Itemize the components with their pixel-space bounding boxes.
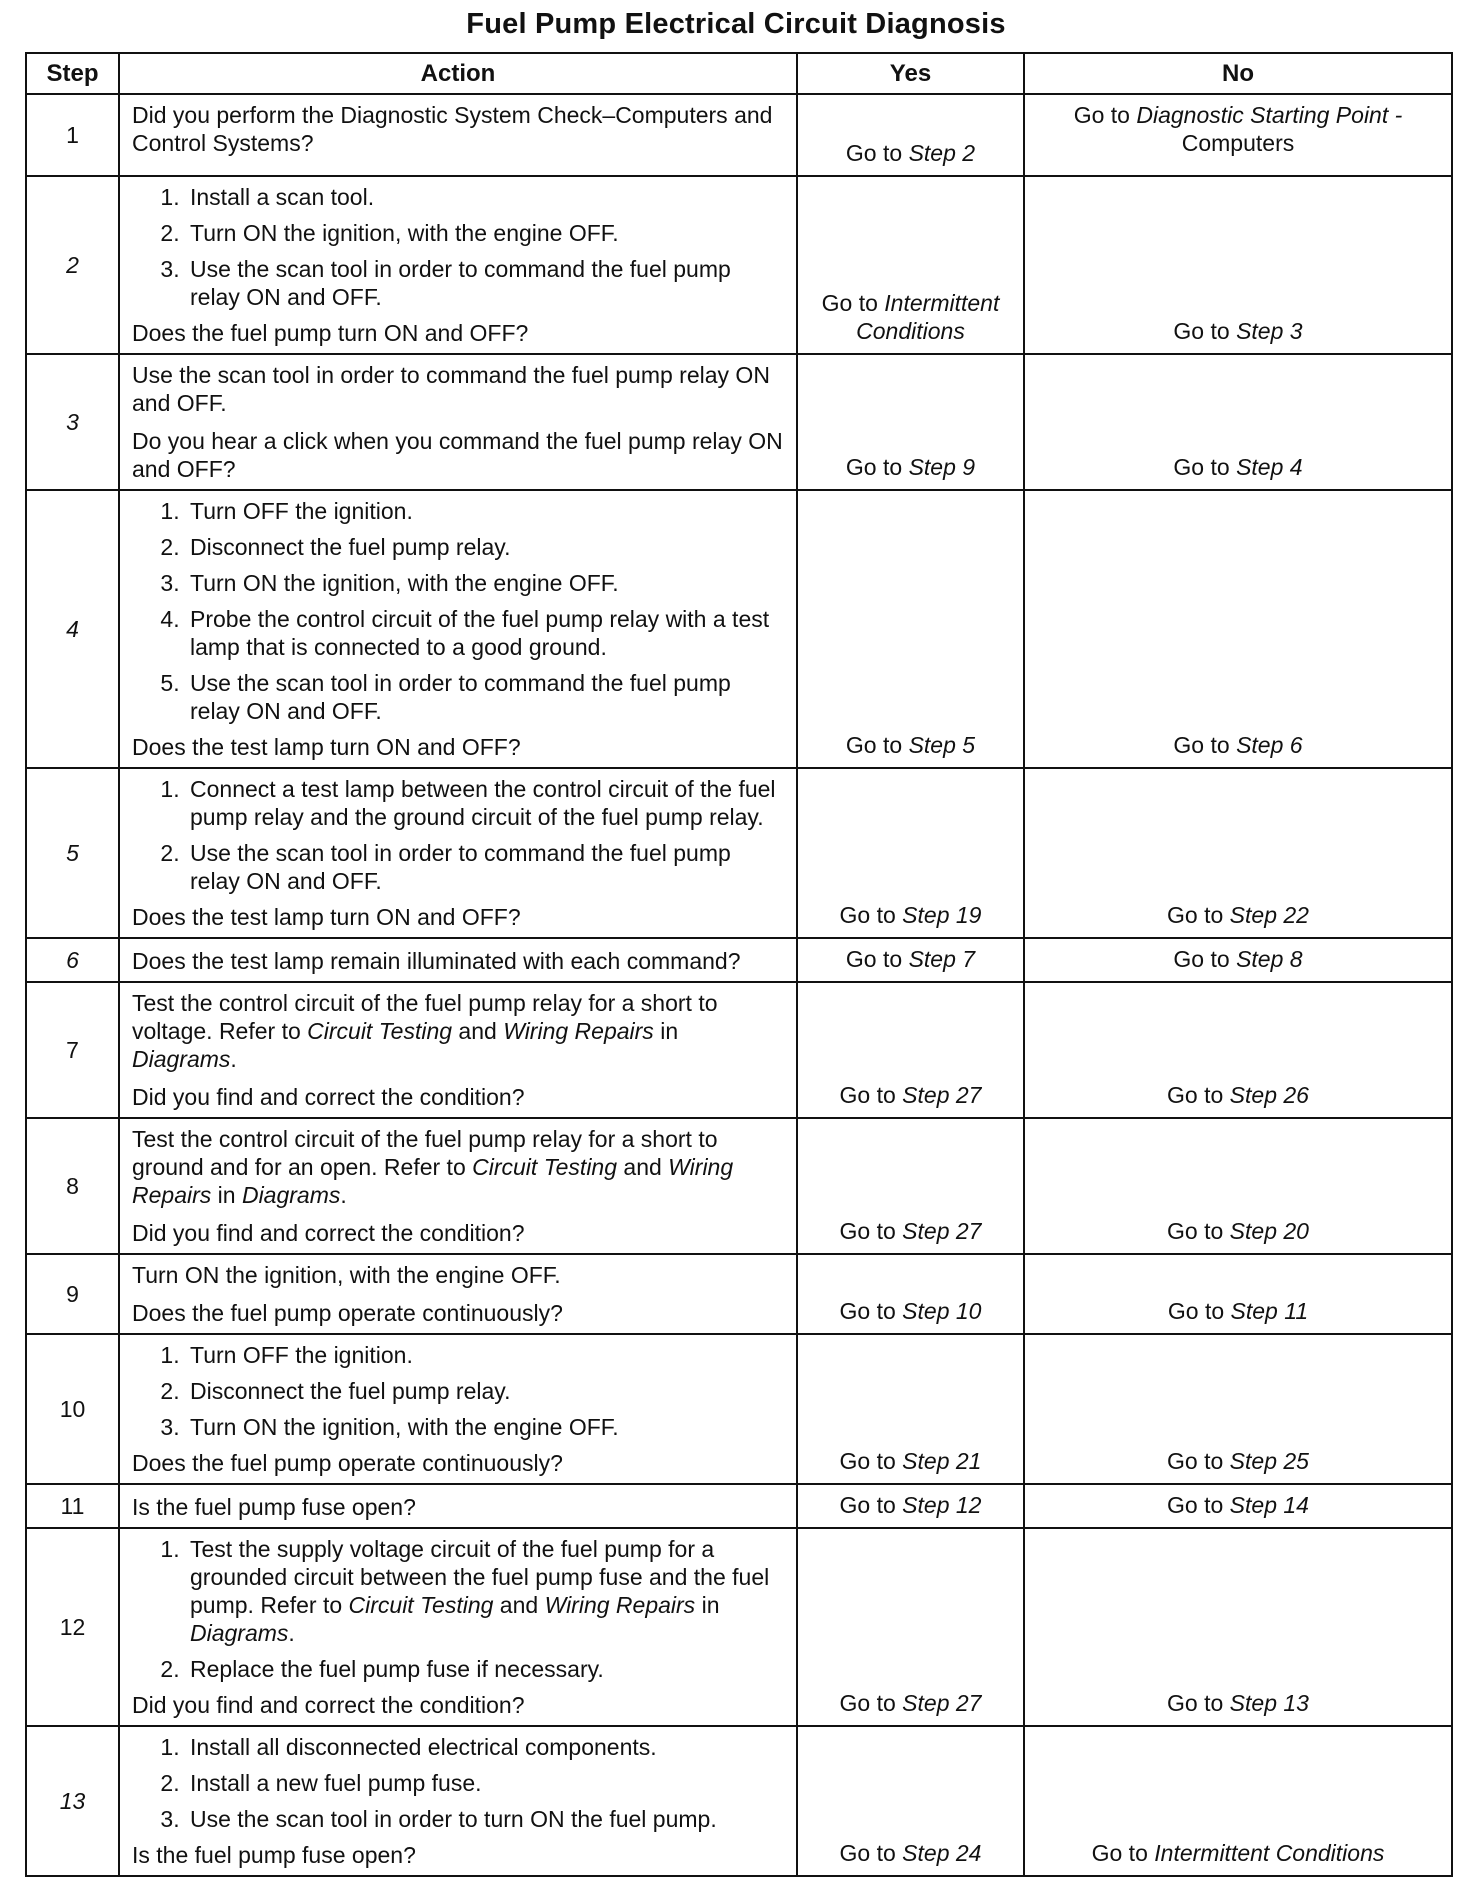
yes-prefix: Go to — [839, 1082, 903, 1108]
procedure-step: 2. Replace the fuel pump fuse if necessary. — [186, 1655, 784, 1683]
procedure-step: 1. Connect a test lamp between the control circuit of the fuel pump relay and the ground circuit of the fuel pump relay. — [186, 775, 784, 831]
no-prefix: Go to — [1167, 1690, 1230, 1716]
action-cell — [119, 1118, 797, 1254]
step-number: 10 — [26, 1334, 119, 1484]
step-number: 6 — [26, 938, 119, 982]
action-question: Did you find and correct the condition? — [132, 1692, 525, 1718]
no-step-link[interactable]: Step 4 — [1236, 454, 1303, 480]
procedure-step: 3. Turn ON the ignition, with the engine OFF. — [186, 1413, 784, 1441]
no-prefix: Go to — [1173, 318, 1237, 344]
step-number: 7 — [26, 982, 119, 1118]
doc-reference: Wiring Repairs — [132, 1154, 734, 1208]
action-cell — [119, 354, 797, 490]
yes-result — [797, 938, 1024, 982]
table-row — [26, 1254, 1452, 1334]
action-cell — [119, 1254, 797, 1334]
yes-step-link[interactable]: Step 24 — [902, 1840, 982, 1866]
yes-prefix: Go to — [821, 290, 885, 316]
action-question: Did you find and correct the condition? — [132, 1220, 525, 1246]
no-result — [1024, 938, 1452, 982]
no-result — [1024, 1118, 1452, 1254]
yes-prefix: Go to — [845, 946, 909, 972]
step-number: 12 — [26, 1528, 119, 1726]
yes-prefix: Go to — [845, 732, 909, 758]
action-cell — [119, 982, 797, 1118]
header-action: Action — [119, 53, 797, 94]
yes-result — [797, 1528, 1024, 1726]
no-step-link[interactable]: Step 20 — [1229, 1218, 1309, 1244]
table-row — [26, 354, 1452, 490]
yes-step-link[interactable]: Step 7 — [908, 946, 976, 972]
step-number: 8 — [26, 1118, 119, 1254]
procedure-list — [132, 1535, 784, 1683]
doc-reference: Diagrams — [241, 1182, 341, 1208]
table-row — [26, 938, 1452, 982]
procedure-step: 3. Use the scan tool in order to command the fuel pump relay ON and OFF. — [186, 255, 784, 311]
no-step-link[interactable]: Step 25 — [1229, 1448, 1309, 1474]
yes-prefix: Go to — [839, 1492, 903, 1518]
no-result — [1024, 1484, 1452, 1528]
action-cell — [119, 1334, 797, 1484]
table-row — [26, 1726, 1452, 1876]
action-instruction: Use the scan tool in order to command the fuel pump relay ON and OFF. — [132, 362, 770, 416]
no-prefix: Go to — [1173, 732, 1237, 758]
procedure-list — [132, 497, 784, 725]
yes-result — [797, 1484, 1024, 1528]
table-row — [26, 1484, 1452, 1528]
no-prefix: Go to — [1073, 102, 1137, 128]
table-row — [26, 1334, 1452, 1484]
step-number: 11 — [26, 1484, 119, 1528]
no-step-link[interactable]: Step 14 — [1229, 1492, 1309, 1518]
header-yes: Yes — [797, 53, 1024, 94]
no-result — [1024, 1726, 1452, 1876]
yes-step-link[interactable]: Intermittent Conditions — [856, 290, 1000, 344]
header-no: No — [1024, 53, 1452, 94]
action-cell — [119, 1528, 797, 1726]
header-row — [26, 53, 1452, 94]
no-result — [1024, 982, 1452, 1118]
action-instruction: Test the control circuit of the fuel pump relay for a short to ground and for an open. Refer to Circuit Testing and Wiring Repairs in Diagrams. — [132, 1126, 734, 1208]
procedure-step: 4. Probe the control circuit of the fuel pump relay with a test lamp that is connected to a good ground. — [186, 605, 784, 661]
procedure-step: 1. Install all disconnected electrical components. — [186, 1733, 784, 1761]
no-result — [1024, 490, 1452, 768]
no-step-link[interactable]: Step 26 — [1229, 1082, 1309, 1108]
yes-prefix: Go to — [839, 1840, 903, 1866]
action-question: Does the fuel pump turn ON and OFF? — [132, 320, 529, 346]
procedure-step: 2. Use the scan tool in order to command the fuel pump relay ON and OFF. — [186, 839, 784, 895]
action-question: Do you hear a click when you command the fuel pump relay ON and OFF? — [132, 428, 783, 482]
yes-step-link[interactable]: Step 27 — [902, 1690, 982, 1716]
yes-step-link[interactable]: Step 12 — [902, 1492, 982, 1518]
doc-reference: Diagrams — [190, 1620, 289, 1646]
table-row — [26, 982, 1452, 1118]
no-step-link[interactable]: Intermittent Conditions — [1154, 1840, 1385, 1866]
step-number: 5 — [26, 768, 119, 938]
no-step-link[interactable]: Step 8 — [1236, 946, 1303, 972]
no-prefix: Go to — [1173, 946, 1237, 972]
procedure-step: 2. Install a new fuel pump fuse. — [186, 1769, 784, 1797]
action-cell — [119, 1484, 797, 1528]
action-instruction: Test the control circuit of the fuel pump relay for a short to voltage. Refer to Circuit Testing and Wiring Repairs in Diagrams. — [132, 990, 718, 1072]
yes-result — [797, 768, 1024, 938]
no-prefix: Go to — [1167, 902, 1230, 928]
procedure-step: 3. Turn ON the ignition, with the engine OFF. — [186, 569, 784, 597]
no-prefix: Go to — [1167, 1082, 1230, 1108]
no-result — [1024, 176, 1452, 354]
table-row — [26, 490, 1452, 768]
doc-reference: Circuit Testing — [307, 1018, 453, 1044]
no-prefix: Go to — [1173, 454, 1237, 480]
action-cell — [119, 490, 797, 768]
procedure-list — [132, 775, 784, 895]
procedure-step: 1. Test the supply voltage circuit of the fuel pump for a grounded circuit between the fuel pump fuse and the fuel pump. Refer to Circuit Testing and Wiring Repairs in Diagrams. — [186, 1535, 784, 1647]
no-result — [1024, 1254, 1452, 1334]
yes-step-link[interactable]: Step 10 — [902, 1298, 982, 1324]
yes-prefix: Go to — [839, 1690, 903, 1716]
action-cell — [119, 94, 797, 176]
header-step: Step — [26, 53, 119, 94]
yes-result — [797, 982, 1024, 1118]
table-row — [26, 1528, 1452, 1726]
step-number: 2 — [26, 176, 119, 354]
doc-reference: Circuit Testing — [472, 1154, 618, 1180]
yes-result — [797, 354, 1024, 490]
procedure-list — [132, 1733, 784, 1833]
procedure-step: 1. Turn OFF the ignition. — [186, 1341, 784, 1369]
procedure-step: 1. Install a scan tool. — [186, 183, 784, 211]
action-cell — [119, 1726, 797, 1876]
yes-result — [797, 1118, 1024, 1254]
yes-prefix: Go to — [845, 454, 909, 480]
no-result — [1024, 1334, 1452, 1484]
yes-prefix: Go to — [845, 140, 909, 166]
yes-result — [797, 1726, 1024, 1876]
yes-step-link[interactable]: Step 27 — [902, 1082, 982, 1108]
yes-prefix: Go to — [839, 1218, 903, 1244]
no-step-link[interactable]: Step 11 — [1230, 1298, 1309, 1324]
procedure-step: 2. Turn ON the ignition, with the engine OFF. — [186, 219, 784, 247]
action-cell — [119, 938, 797, 982]
procedure-list — [132, 1341, 784, 1441]
no-step-link[interactable]: Step 6 — [1236, 732, 1303, 758]
action-cell — [119, 768, 797, 938]
action-question: Does the test lamp turn ON and OFF? — [132, 734, 521, 760]
yes-step-link[interactable]: Step 5 — [908, 732, 976, 758]
doc-reference: Wiring Repairs — [544, 1592, 696, 1618]
yes-result — [797, 1334, 1024, 1484]
yes-step-link[interactable]: Step 27 — [902, 1218, 982, 1244]
no-suffix: Computers — [1181, 130, 1295, 156]
doc-reference: Wiring Repairs — [503, 1018, 654, 1044]
no-step-link[interactable]: Diagnostic Starting Point - — [1136, 102, 1403, 128]
procedure-step: 1. Turn OFF the ignition. — [186, 497, 784, 525]
no-result — [1024, 354, 1452, 490]
yes-result — [797, 94, 1024, 176]
step-number: 1 — [26, 94, 119, 176]
step-number: 13 — [26, 1726, 119, 1876]
page-title: Fuel Pump Electrical Circuit Diagnosis — [466, 8, 1006, 40]
no-step-link[interactable]: Step 22 — [1229, 902, 1309, 928]
action-question: Does the test lamp remain illuminated with each command? — [132, 948, 741, 974]
procedure-step: 2. Disconnect the fuel pump relay. — [186, 1377, 784, 1405]
yes-result — [797, 490, 1024, 768]
procedure-step: 3. Use the scan tool in order to turn ON the fuel pump. — [186, 1805, 784, 1833]
step-number: 4 — [26, 490, 119, 768]
step-number: 3 — [26, 354, 119, 490]
no-step-link[interactable]: Step 3 — [1236, 318, 1303, 344]
no-result — [1024, 768, 1452, 938]
yes-result — [797, 1254, 1024, 1334]
no-prefix: Go to — [1167, 1448, 1230, 1474]
procedure-step: 5. Use the scan tool in order to command the fuel pump relay ON and OFF. — [186, 669, 784, 725]
step-number: 9 — [26, 1254, 119, 1334]
no-prefix: Go to — [1167, 1218, 1230, 1244]
yes-step-link[interactable]: Step 9 — [908, 454, 976, 480]
action-question: Does the fuel pump operate continuously? — [132, 1450, 563, 1476]
action-instruction: Did you perform the Diagnostic System Check–Computers and Control Systems? — [132, 102, 773, 156]
no-prefix: Go to — [1167, 1492, 1230, 1518]
action-question: Does the fuel pump operate continuously? — [132, 1300, 563, 1326]
doc-reference: Diagrams — [132, 1046, 231, 1072]
yes-prefix: Go to — [839, 1298, 903, 1324]
yes-prefix: Go to — [839, 1448, 903, 1474]
doc-reference: Circuit Testing — [348, 1592, 494, 1618]
table-row — [26, 1118, 1452, 1254]
yes-step-link[interactable]: Step 2 — [908, 140, 976, 166]
yes-result — [797, 176, 1024, 354]
table-row — [26, 768, 1452, 938]
table-row — [26, 176, 1452, 354]
yes-prefix: Go to — [839, 902, 903, 928]
table-row — [26, 94, 1452, 176]
action-question: Is the fuel pump fuse open? — [132, 1842, 416, 1868]
action-cell — [119, 176, 797, 354]
no-prefix: Go to — [1167, 1298, 1231, 1324]
no-step-link[interactable]: Step 13 — [1229, 1690, 1309, 1716]
action-instruction: Turn ON the ignition, with the engine OFF. — [132, 1262, 561, 1288]
diagnosis-table — [25, 52, 1453, 1877]
no-result — [1024, 94, 1452, 176]
procedure-list — [132, 183, 784, 311]
action-question: Did you find and correct the condition? — [132, 1084, 525, 1110]
procedure-step: 2. Disconnect the fuel pump relay. — [186, 533, 784, 561]
action-question: Is the fuel pump fuse open? — [132, 1494, 416, 1520]
action-question: Does the test lamp turn ON and OFF? — [132, 904, 521, 930]
yes-step-link[interactable]: Step 19 — [902, 902, 982, 928]
yes-step-link[interactable]: Step 21 — [902, 1448, 982, 1474]
no-result — [1024, 1528, 1452, 1726]
no-prefix: Go to — [1091, 1840, 1155, 1866]
